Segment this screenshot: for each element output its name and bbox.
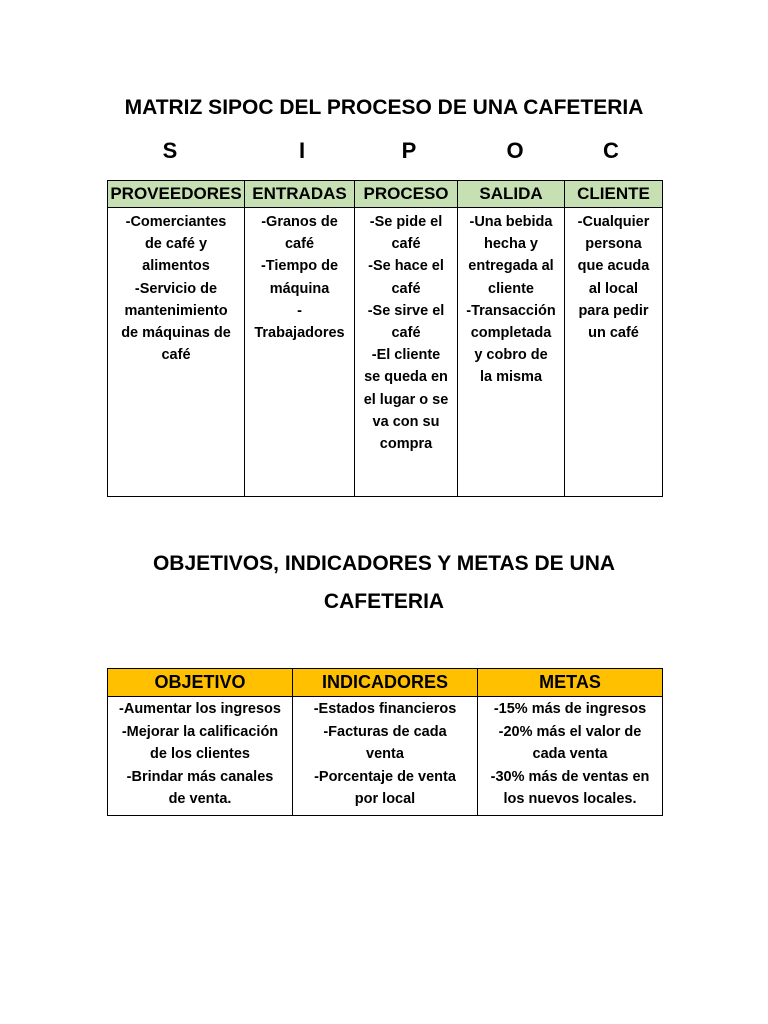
cell-line: -30% más de ventas en <box>490 768 650 785</box>
header-indicadores: INDICADORES <box>293 669 478 697</box>
objetivos-title-line1: OBJETIVOS, INDICADORES Y METAS DE UNA <box>152 552 616 575</box>
cell-line: -Se sirve el <box>367 302 445 319</box>
objetivos-header-row <box>108 669 663 697</box>
header-cliente: CLIENTE <box>565 181 663 208</box>
cell-cliente <box>565 208 663 497</box>
cell-line: -El cliente <box>371 347 441 364</box>
cell-line: de máquinas de <box>121 325 231 342</box>
header-proveedores: PROVEEDORES <box>108 181 245 208</box>
cell-line: café <box>391 280 421 297</box>
header-objetivo: OBJETIVO <box>108 669 293 697</box>
cell-line: -Cualquier <box>577 214 650 230</box>
cell-line: un café <box>588 325 639 342</box>
cell-line: -20% más el valor de <box>498 723 642 740</box>
cell-line: -Tiempo de <box>260 258 339 275</box>
cell-line: al local <box>588 280 639 297</box>
sipoc-letters <box>0 138 768 170</box>
sipoc-title: MATRIZ SIPOC DEL PROCESO DE UNA CAFETERIA <box>124 96 644 119</box>
cell-line: que acuda <box>577 258 650 275</box>
cell-line: café <box>284 236 315 253</box>
cell-line: completada <box>470 325 552 342</box>
cell-line: venta <box>366 746 404 763</box>
cell-line: el lugar o se <box>363 391 449 408</box>
cell-line: -Granos de <box>261 214 338 230</box>
cell-line: -Facturas de cada <box>323 723 447 740</box>
cell-line: -Aumentar los ingresos <box>119 701 281 717</box>
header-proceso: PROCESO <box>355 181 458 208</box>
cell-line: máquina <box>269 280 330 297</box>
sipoc-body-row <box>108 208 663 497</box>
cell-line: -Estados financieros <box>313 701 457 717</box>
cell-salida <box>458 208 565 497</box>
header-metas: METAS <box>478 669 663 697</box>
cell-line: café <box>391 236 421 253</box>
objetivos-title-line2: CAFETERIA <box>323 590 445 613</box>
cell-indicadores <box>293 697 478 816</box>
header-entradas: ENTRADAS <box>245 181 355 208</box>
cell-line: -Transacción <box>466 302 556 319</box>
letter-p: P <box>401 138 417 163</box>
cell-line: - <box>297 302 302 319</box>
cell-line: café <box>391 325 421 342</box>
cell-proveedores <box>108 208 245 497</box>
cell-line: -Se hace el <box>368 258 444 275</box>
cell-line: va con su <box>372 413 440 430</box>
objetivos-table <box>107 668 663 816</box>
cell-line: -Comerciantes <box>125 214 227 230</box>
cell-line: mantenimiento <box>124 302 228 319</box>
cell-line: compra <box>379 436 433 453</box>
letter-s: S <box>162 138 178 163</box>
header-salida: SALIDA <box>458 181 565 208</box>
cell-line: cada venta <box>532 746 608 763</box>
cell-line: café <box>161 347 191 364</box>
cell-line: para pedir <box>578 302 649 319</box>
letter-i: I <box>298 138 306 163</box>
cell-line: -Servicio de <box>134 280 218 297</box>
cell-proceso <box>355 208 458 497</box>
cell-line: la misma <box>479 369 543 386</box>
cell-line: de venta. <box>168 791 232 808</box>
sipoc-header-row <box>108 181 663 208</box>
cell-line: de café y <box>144 236 208 253</box>
cell-line: hecha y <box>484 236 538 253</box>
objetivos-title <box>0 545 768 621</box>
letter-o: O <box>506 138 524 163</box>
cell-line: por local <box>354 791 416 808</box>
cell-objetivo <box>108 697 293 816</box>
cell-line: cliente <box>488 280 534 297</box>
cell-line: de los clientes <box>150 746 250 763</box>
cell-line: -15% más de ingresos <box>493 701 647 717</box>
cell-line: -Porcentaje de venta <box>314 768 456 785</box>
objetivos-body-row <box>108 697 663 816</box>
cell-line: persona <box>585 236 642 253</box>
cell-line: -Se pide el <box>369 214 443 230</box>
cell-line: Trabajadores <box>254 325 345 342</box>
cell-line: se queda en <box>364 369 448 386</box>
cell-line: y cobro de <box>474 347 548 364</box>
cell-line: los nuevos locales. <box>503 791 637 808</box>
cell-line: alimentos <box>142 258 210 275</box>
cell-line: -Una bebida <box>469 214 553 230</box>
cell-entradas <box>245 208 355 497</box>
letter-c: C <box>603 138 619 163</box>
cell-line: -Brindar más canales <box>126 768 274 785</box>
sipoc-table <box>107 180 663 497</box>
cell-line: -Mejorar la calificación <box>121 723 279 740</box>
cell-metas <box>478 697 663 816</box>
cell-line: entregada al <box>468 258 554 275</box>
